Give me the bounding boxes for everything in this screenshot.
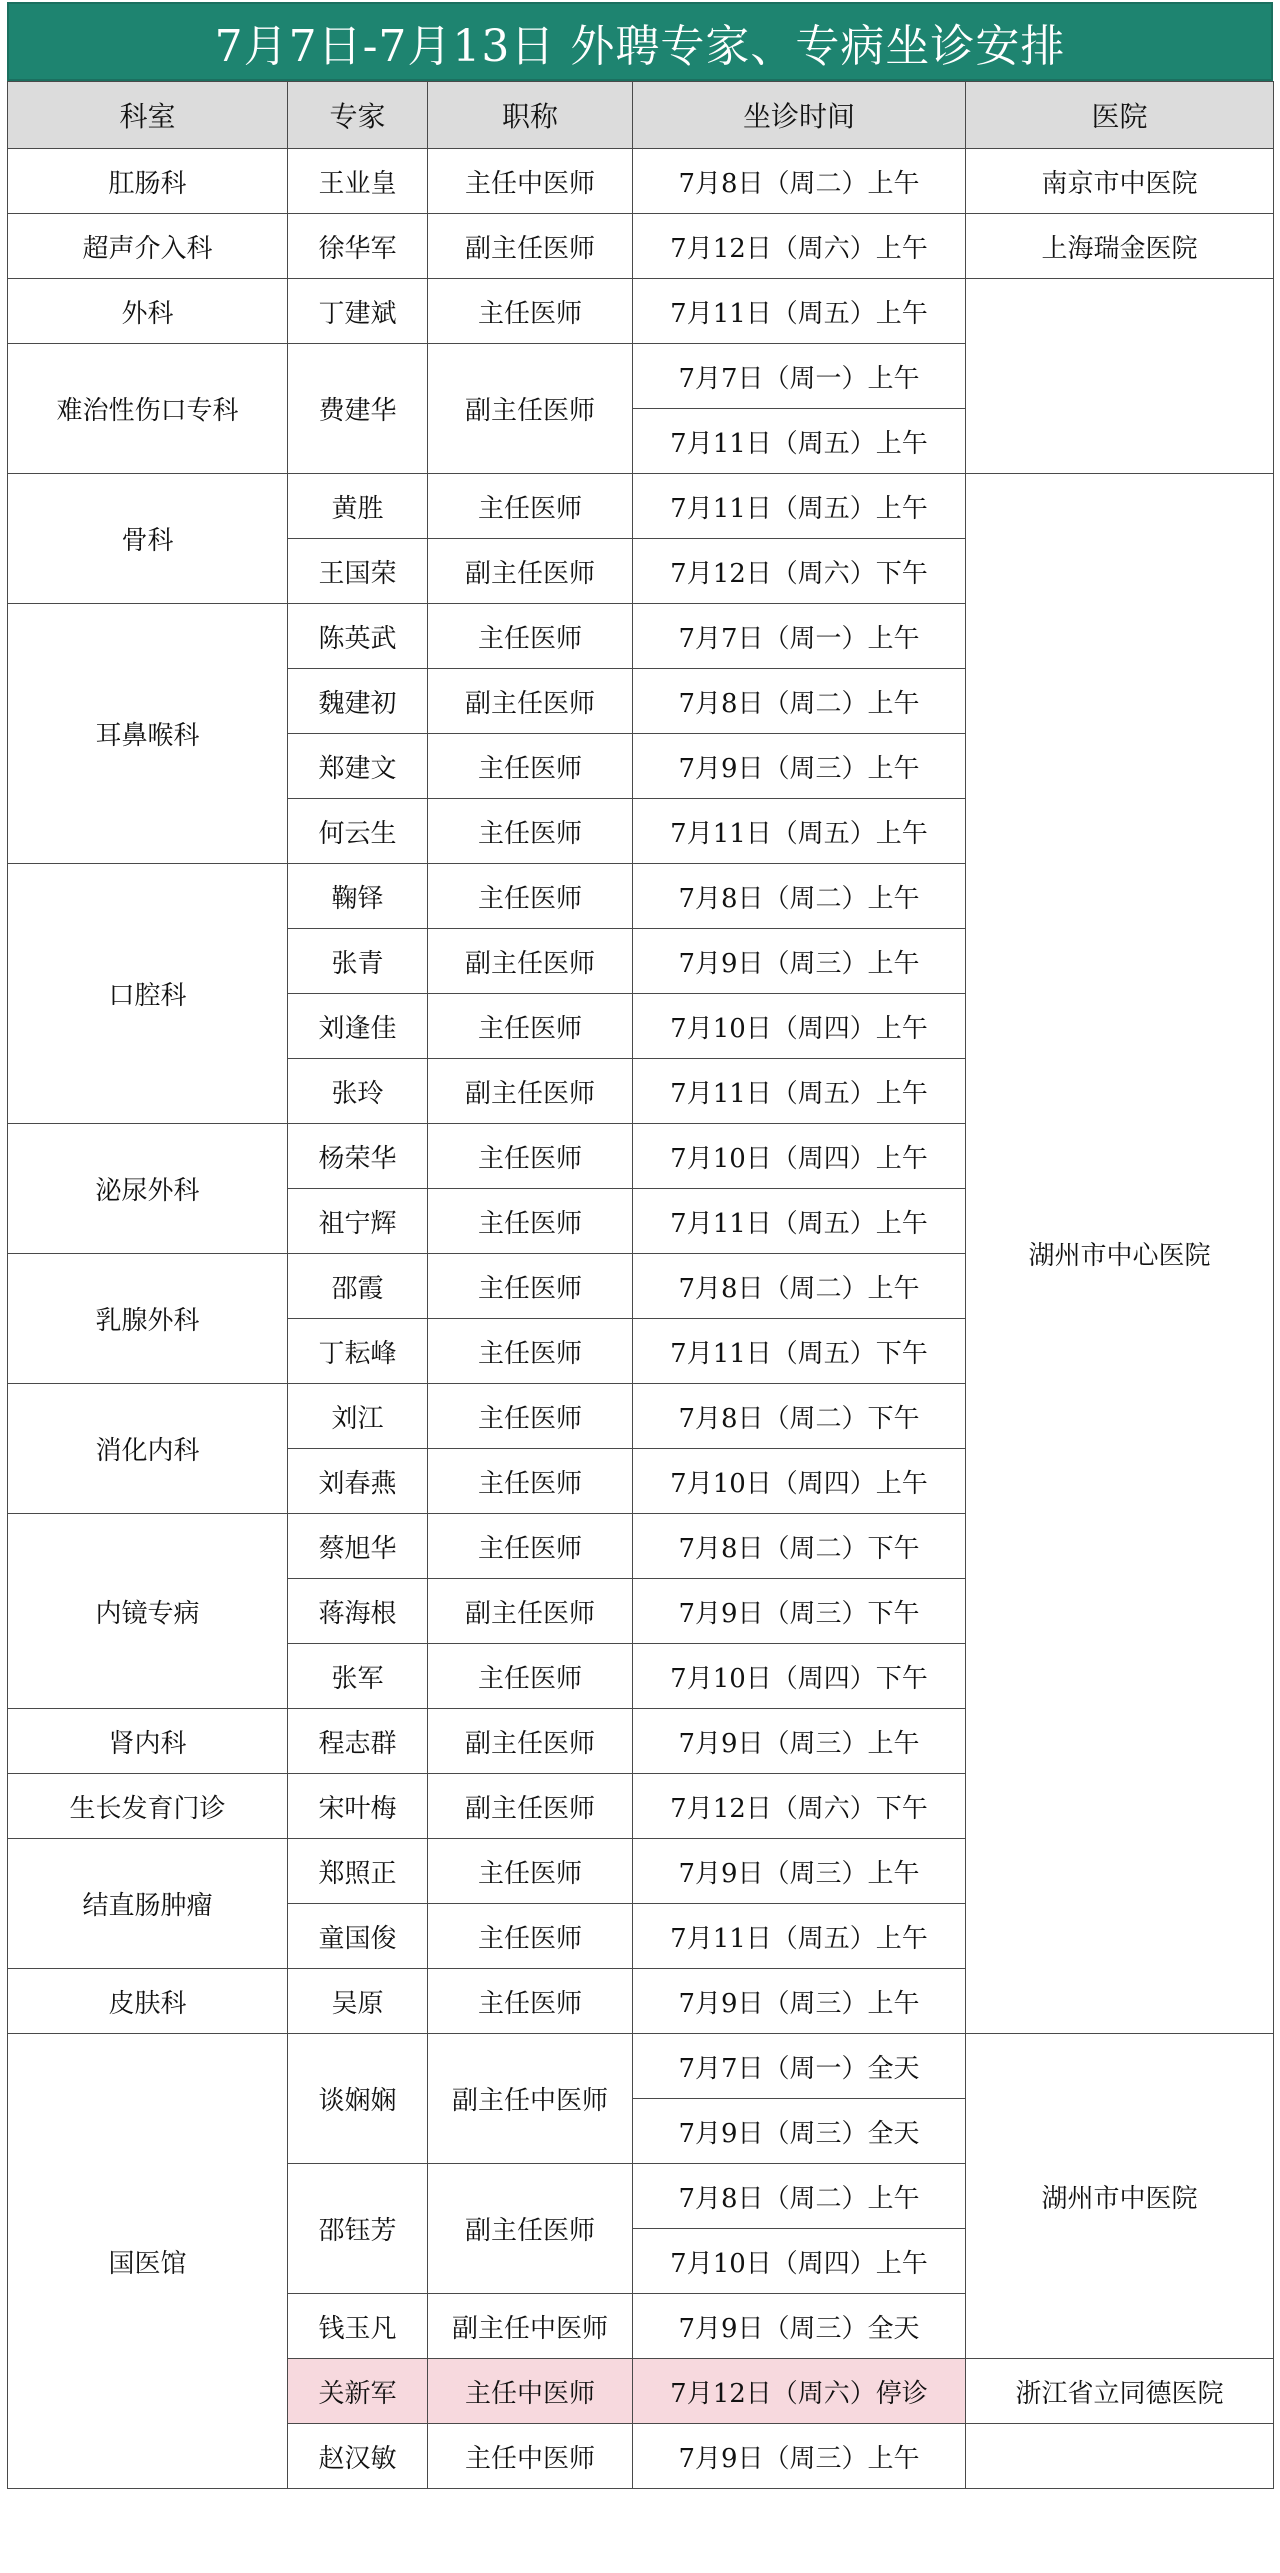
dept-cell: 内镜专病 [8,1514,288,1709]
expert-cell: 吴原 [288,1969,428,2034]
time-cell: 7月12日（周六）下午 [633,1774,966,1839]
time-cell: 7月9日（周三）上午 [633,1969,966,2034]
time-cell: 7月9日（周三）上午 [633,1709,966,1774]
table-row [8,279,1274,344]
rank-cell: 副主任医师 [428,669,633,734]
rank-cell: 副主任医师 [428,539,633,604]
time-cell: 7月11日（周五）上午 [633,279,966,344]
rank-cell: 主任医师 [428,474,633,539]
rank-cell: 主任中医师 [428,2424,633,2489]
rank-cell: 副主任医师 [428,344,633,474]
time-cell: 7月10日（周四）上午 [633,994,966,1059]
expert-cell: 张军 [288,1644,428,1709]
expert-cell: 关新军 [288,2359,428,2424]
expert-cell: 邵霞 [288,1254,428,1319]
rank-cell: 主任医师 [428,994,633,1059]
rank-cell: 主任医师 [428,279,633,344]
dept-cell: 难治性伤口专科 [8,344,288,474]
expert-cell: 祖宁辉 [288,1189,428,1254]
time-cell: 7月7日（周一）上午 [633,344,966,409]
rank-cell: 主任医师 [428,734,633,799]
rank-cell: 主任医师 [428,799,633,864]
expert-cell: 王业皇 [288,149,428,214]
time-cell: 7月8日（周二）上午 [633,149,966,214]
time-cell: 7月10日（周四）上午 [633,1449,966,1514]
expert-cell: 王国荣 [288,539,428,604]
time-cell: 7月11日（周五）上午 [633,799,966,864]
time-cell: 7月8日（周二）下午 [633,1514,966,1579]
rank-cell: 主任医师 [428,1449,633,1514]
time-cell: 7月9日（周三）上午 [633,2424,966,2489]
expert-cell: 刘江 [288,1384,428,1449]
dept-cell: 国医馆 [8,2034,288,2489]
time-cell: 7月9日（周三）全天 [633,2099,966,2164]
expert-cell: 杨荣华 [288,1124,428,1189]
rank-cell: 主任医师 [428,1969,633,2034]
expert-cell: 张青 [288,929,428,994]
rank-cell: 主任医师 [428,1514,633,1579]
expert-cell: 陈英武 [288,604,428,669]
dept-cell: 肾内科 [8,1709,288,1774]
time-cell: 7月8日（周二）上午 [633,1254,966,1319]
expert-cell: 费建华 [288,344,428,474]
rank-cell: 主任医师 [428,1839,633,1904]
time-cell: 7月11日（周五）上午 [633,409,966,474]
dept-cell: 外科 [8,279,288,344]
time-cell: 7月11日（周五）上午 [633,1189,966,1254]
time-cell: 7月9日（周三）上午 [633,929,966,994]
time-cell: 7月10日（周四）上午 [633,2229,966,2294]
time-cell: 7月10日（周四）上午 [633,1124,966,1189]
expert-cell: 宋叶梅 [288,1774,428,1839]
header-rank: 职称 [428,82,633,149]
hospital-cell-empty [966,279,1274,474]
time-cell: 7月9日（周三）全天 [633,2294,966,2359]
time-cell: 7月12日（周六）停诊 [633,2359,966,2424]
expert-cell: 何云生 [288,799,428,864]
rank-cell: 主任中医师 [428,2359,633,2424]
expert-cell: 钱玉凡 [288,2294,428,2359]
time-cell: 7月11日（周五）上午 [633,474,966,539]
expert-cell: 程志群 [288,1709,428,1774]
schedule-page [7,2,1273,2489]
rank-cell: 主任医师 [428,1319,633,1384]
hospital-cell-empty [966,2424,1274,2489]
schedule-table [7,81,1274,2489]
expert-cell: 张玲 [288,1059,428,1124]
header-row [8,82,1274,149]
dept-cell: 皮肤科 [8,1969,288,2034]
time-cell: 7月10日（周四）下午 [633,1644,966,1709]
expert-cell: 徐华军 [288,214,428,279]
table-row [8,2034,1274,2099]
rank-cell: 副主任中医师 [428,2034,633,2164]
table-row [8,474,1274,539]
expert-cell: 郑照正 [288,1839,428,1904]
rank-cell: 副主任医师 [428,1709,633,1774]
expert-cell: 童国俊 [288,1904,428,1969]
expert-cell: 蒋海根 [288,1579,428,1644]
rank-cell: 主任医师 [428,1384,633,1449]
rank-cell: 主任医师 [428,1124,633,1189]
hospital-cell: 浙江省立同德医院 [966,2359,1274,2424]
rank-cell: 主任医师 [428,1644,633,1709]
hospital-cell: 湖州市中心医院 [966,474,1274,2034]
page-title: 7月7日-7月13日 外聘专家、专病坐诊安排 [7,2,1273,81]
dept-cell: 结直肠肿瘤 [8,1839,288,1969]
rank-cell: 主任医师 [428,1904,633,1969]
rank-cell: 副主任医师 [428,929,633,994]
rank-cell: 主任医师 [428,604,633,669]
hospital-cell: 上海瑞金医院 [966,214,1274,279]
hospital-cell: 南京市中医院 [966,149,1274,214]
time-cell: 7月7日（周一）上午 [633,604,966,669]
rank-cell: 主任医师 [428,1254,633,1319]
expert-cell: 丁耘峰 [288,1319,428,1384]
expert-cell: 魏建初 [288,669,428,734]
expert-cell: 丁建斌 [288,279,428,344]
table-row [8,149,1274,214]
time-cell: 7月12日（周六）下午 [633,539,966,604]
expert-cell: 黄胜 [288,474,428,539]
time-cell: 7月9日（周三）上午 [633,734,966,799]
expert-cell: 谈娴娴 [288,2034,428,2164]
time-cell: 7月8日（周二）下午 [633,1384,966,1449]
dept-cell: 骨科 [8,474,288,604]
time-cell: 7月8日（周二）上午 [633,669,966,734]
header-dept: 科室 [8,82,288,149]
time-cell: 7月11日（周五）上午 [633,1904,966,1969]
header-expert: 专家 [288,82,428,149]
expert-cell: 刘逢佳 [288,994,428,1059]
rank-cell: 副主任医师 [428,214,633,279]
table-row [8,214,1274,279]
hospital-cell: 湖州市中医院 [966,2034,1274,2359]
time-cell: 7月8日（周二）上午 [633,864,966,929]
dept-cell: 泌尿外科 [8,1124,288,1254]
dept-cell: 肛肠科 [8,149,288,214]
expert-cell: 刘春燕 [288,1449,428,1514]
dept-cell: 消化内科 [8,1384,288,1514]
dept-cell: 乳腺外科 [8,1254,288,1384]
rank-cell: 副主任医师 [428,1059,633,1124]
header-hospital: 医院 [966,82,1274,149]
expert-cell: 郑建文 [288,734,428,799]
rank-cell: 主任医师 [428,1189,633,1254]
dept-cell: 口腔科 [8,864,288,1124]
rank-cell: 主任医师 [428,864,633,929]
time-cell: 7月9日（周三）上午 [633,1839,966,1904]
time-cell: 7月12日（周六）上午 [633,214,966,279]
time-cell: 7月11日（周五）下午 [633,1319,966,1384]
rank-cell: 副主任医师 [428,1579,633,1644]
expert-cell: 鞠铎 [288,864,428,929]
time-cell: 7月8日（周二）上午 [633,2164,966,2229]
rank-cell: 主任中医师 [428,149,633,214]
rank-cell: 副主任中医师 [428,2294,633,2359]
expert-cell: 蔡旭华 [288,1514,428,1579]
dept-cell: 耳鼻喉科 [8,604,288,864]
time-cell: 7月7日（周一）全天 [633,2034,966,2099]
expert-cell: 邵钰芳 [288,2164,428,2294]
time-cell: 7月9日（周三）下午 [633,1579,966,1644]
rank-cell: 副主任医师 [428,1774,633,1839]
header-time: 坐诊时间 [633,82,966,149]
dept-cell: 超声介入科 [8,214,288,279]
dept-cell: 生长发育门诊 [8,1774,288,1839]
time-cell: 7月11日（周五）上午 [633,1059,966,1124]
expert-cell: 赵汉敏 [288,2424,428,2489]
rank-cell: 副主任医师 [428,2164,633,2294]
